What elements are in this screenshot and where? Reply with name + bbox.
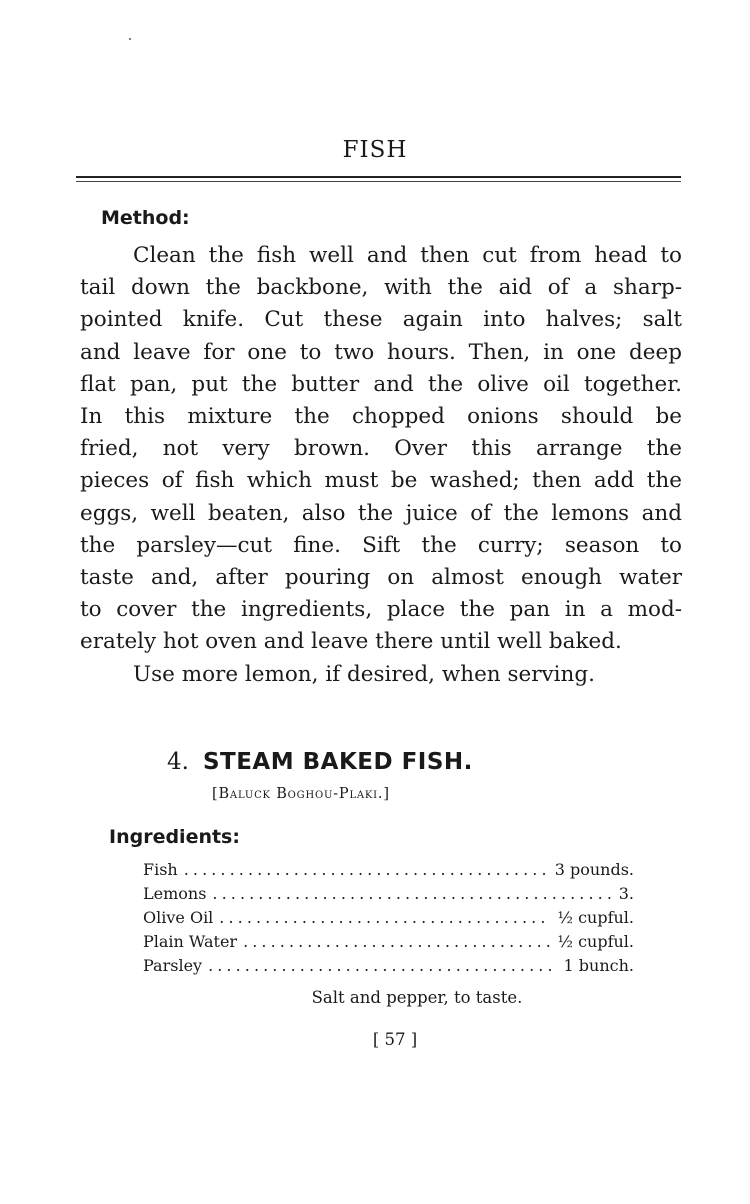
ingredient-amount: ½ cupful.: [557, 908, 634, 927]
header-rule-thin: [76, 181, 681, 182]
method-line: the parsley—cut fine. Sift the curry; season to: [80, 532, 682, 558]
header-rule-thick: [76, 176, 681, 178]
method-line: and leave for one to two hours. Then, in one deep: [80, 339, 682, 365]
ingredient-name: Plain Water: [143, 932, 238, 951]
ingredient-row: [143, 908, 634, 932]
subtitle-open-bracket: [: [212, 786, 219, 802]
ingredient-row: [143, 932, 634, 956]
method-line: pointed knife. Cut these again into halves; salt: [80, 307, 682, 333]
ingredient-name: Lemons: [143, 884, 207, 903]
method-line: Use more lemon, if desired, when serving.: [133, 661, 595, 687]
dot-leader: [208, 956, 557, 975]
method-line: taste and, after pouring on almost enough water: [80, 565, 682, 591]
method-line: fried, not very brown. Over this arrange the: [80, 436, 682, 462]
page-header-title: FISH: [342, 137, 408, 163]
dot-leader: [184, 860, 549, 879]
method-line: eggs, well beaten, also the juice of the lemons and: [80, 500, 682, 526]
ingredient-row: [143, 860, 634, 884]
recipe-subtitle: [212, 786, 390, 802]
ingredients-label: Ingredients:: [109, 826, 240, 848]
dot-leader: [243, 932, 551, 951]
ingredient-amount: ½ cupful.: [557, 932, 634, 951]
recipe-number: 4.: [167, 749, 189, 775]
ingredient-name: Parsley: [143, 956, 203, 975]
ingredient-row: [143, 884, 634, 908]
method-line: flat pan, put the butter and the olive oil together.: [80, 371, 682, 397]
method-line: tail down the backbone, with the aid of a sharp-: [80, 275, 682, 301]
dot-leader: [219, 908, 551, 927]
ingredients-list: [143, 860, 634, 980]
recipe-native-name: Baluck Boghou-Plaki.: [218, 786, 384, 802]
ingredient-amount: 1 bunch.: [563, 956, 634, 975]
method-line: pieces of fish which must be washed; then add the: [80, 468, 682, 494]
ingredient-name: Fish: [143, 860, 178, 879]
dot-leader: [212, 884, 612, 903]
print-speck: [129, 38, 131, 40]
method-paragraph: [80, 240, 682, 691]
method-line: to cover the ingredients, place the pan in a mod-: [80, 597, 682, 623]
page-number: [ 57 ]: [372, 1030, 418, 1049]
ingredient-amount: 3 pounds.: [554, 860, 634, 879]
recipe-heading: [167, 748, 473, 775]
ingredient-row: [143, 956, 634, 980]
ingredient-name: Olive Oil: [143, 908, 214, 927]
method-line: Clean the fish well and then cut from head to: [133, 243, 682, 268]
method-label: Method:: [101, 207, 190, 229]
method-line: In this mixture the chopped onions should be: [80, 404, 682, 430]
method-line: erately hot oven and leave there until well baked.: [80, 629, 622, 655]
recipe-title: STEAM BAKED FISH.: [202, 749, 473, 775]
seasoning-note: Salt and pepper, to taste.: [311, 988, 523, 1007]
subtitle-close-bracket: ]: [383, 786, 390, 802]
ingredient-amount: 3.: [618, 884, 634, 903]
